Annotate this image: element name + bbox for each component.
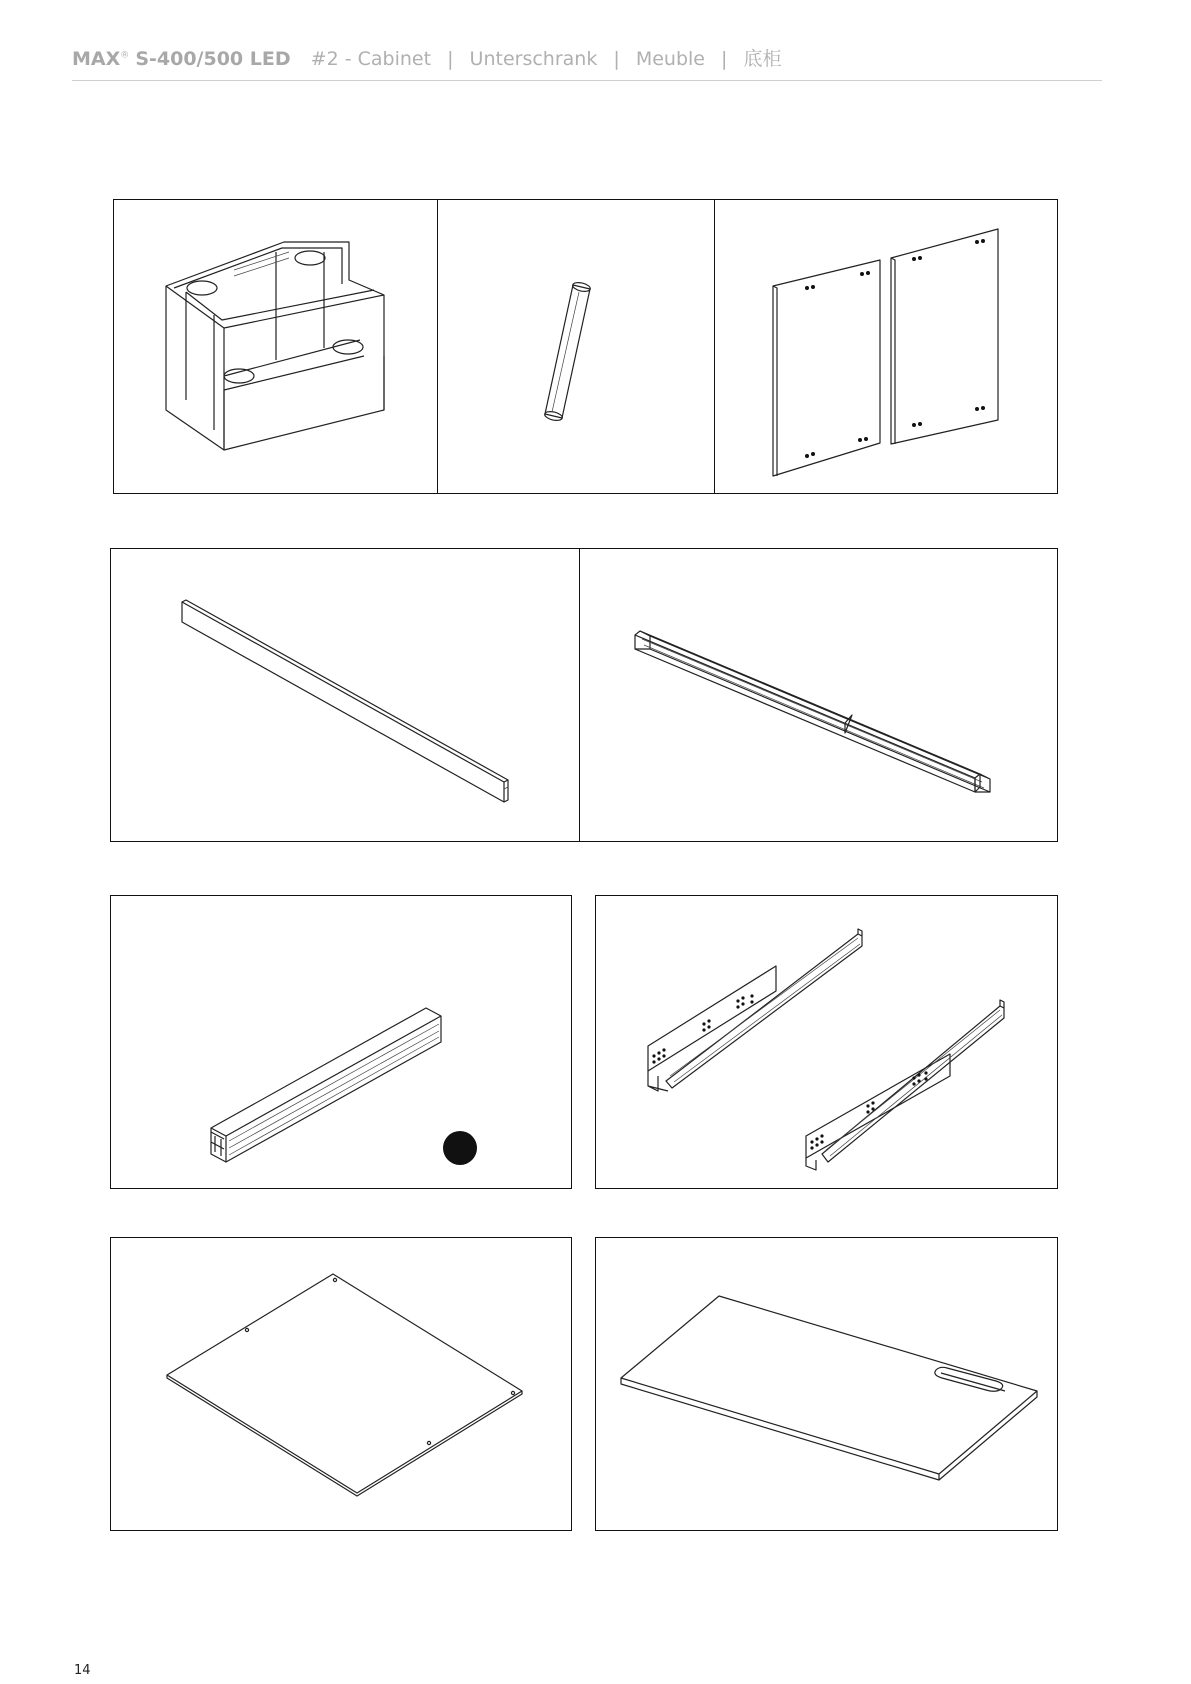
side-panels-icon	[715, 200, 1057, 493]
header-separator: |	[447, 48, 454, 70]
parts-row-1	[113, 199, 1058, 494]
part-flat-rail	[111, 549, 579, 841]
cabinet-frame-icon	[114, 200, 437, 493]
aluminium-profile-icon	[111, 896, 571, 1188]
part-cabinet-frame	[114, 200, 437, 493]
flat-rail-icon	[111, 549, 579, 841]
section-title-fr: Meuble	[635, 48, 705, 70]
header-separator: |	[613, 48, 620, 70]
part-top-panel	[595, 1237, 1058, 1531]
marker-dot	[443, 1131, 477, 1165]
brand-name: MAX	[72, 48, 121, 70]
page-header	[72, 44, 1102, 81]
part-side-panels	[715, 200, 1057, 493]
part-wooden-dowel	[438, 200, 714, 493]
part-grip-profile-rail	[580, 549, 1057, 841]
model-name: S-400/500 LED	[135, 48, 291, 70]
drawer-runners-icon	[596, 896, 1057, 1188]
wooden-dowel-icon	[438, 200, 714, 493]
page-number: 14	[74, 1663, 91, 1678]
part-drawer-runners	[595, 895, 1058, 1189]
top-panel-icon	[596, 1238, 1057, 1530]
base-panel-icon	[111, 1238, 571, 1530]
section-title-de: Unterschrank	[469, 48, 598, 70]
grip-profile-rail-icon	[580, 549, 1057, 841]
registered-mark: ®	[120, 50, 130, 61]
section-title-zh: 底柜	[743, 48, 782, 70]
parts-row-2	[110, 548, 1058, 842]
part-aluminium-profile	[110, 895, 572, 1189]
section-title: #2 - Cabinet	[310, 48, 432, 70]
part-base-panel	[110, 1237, 572, 1531]
header-separator: |	[721, 48, 728, 70]
